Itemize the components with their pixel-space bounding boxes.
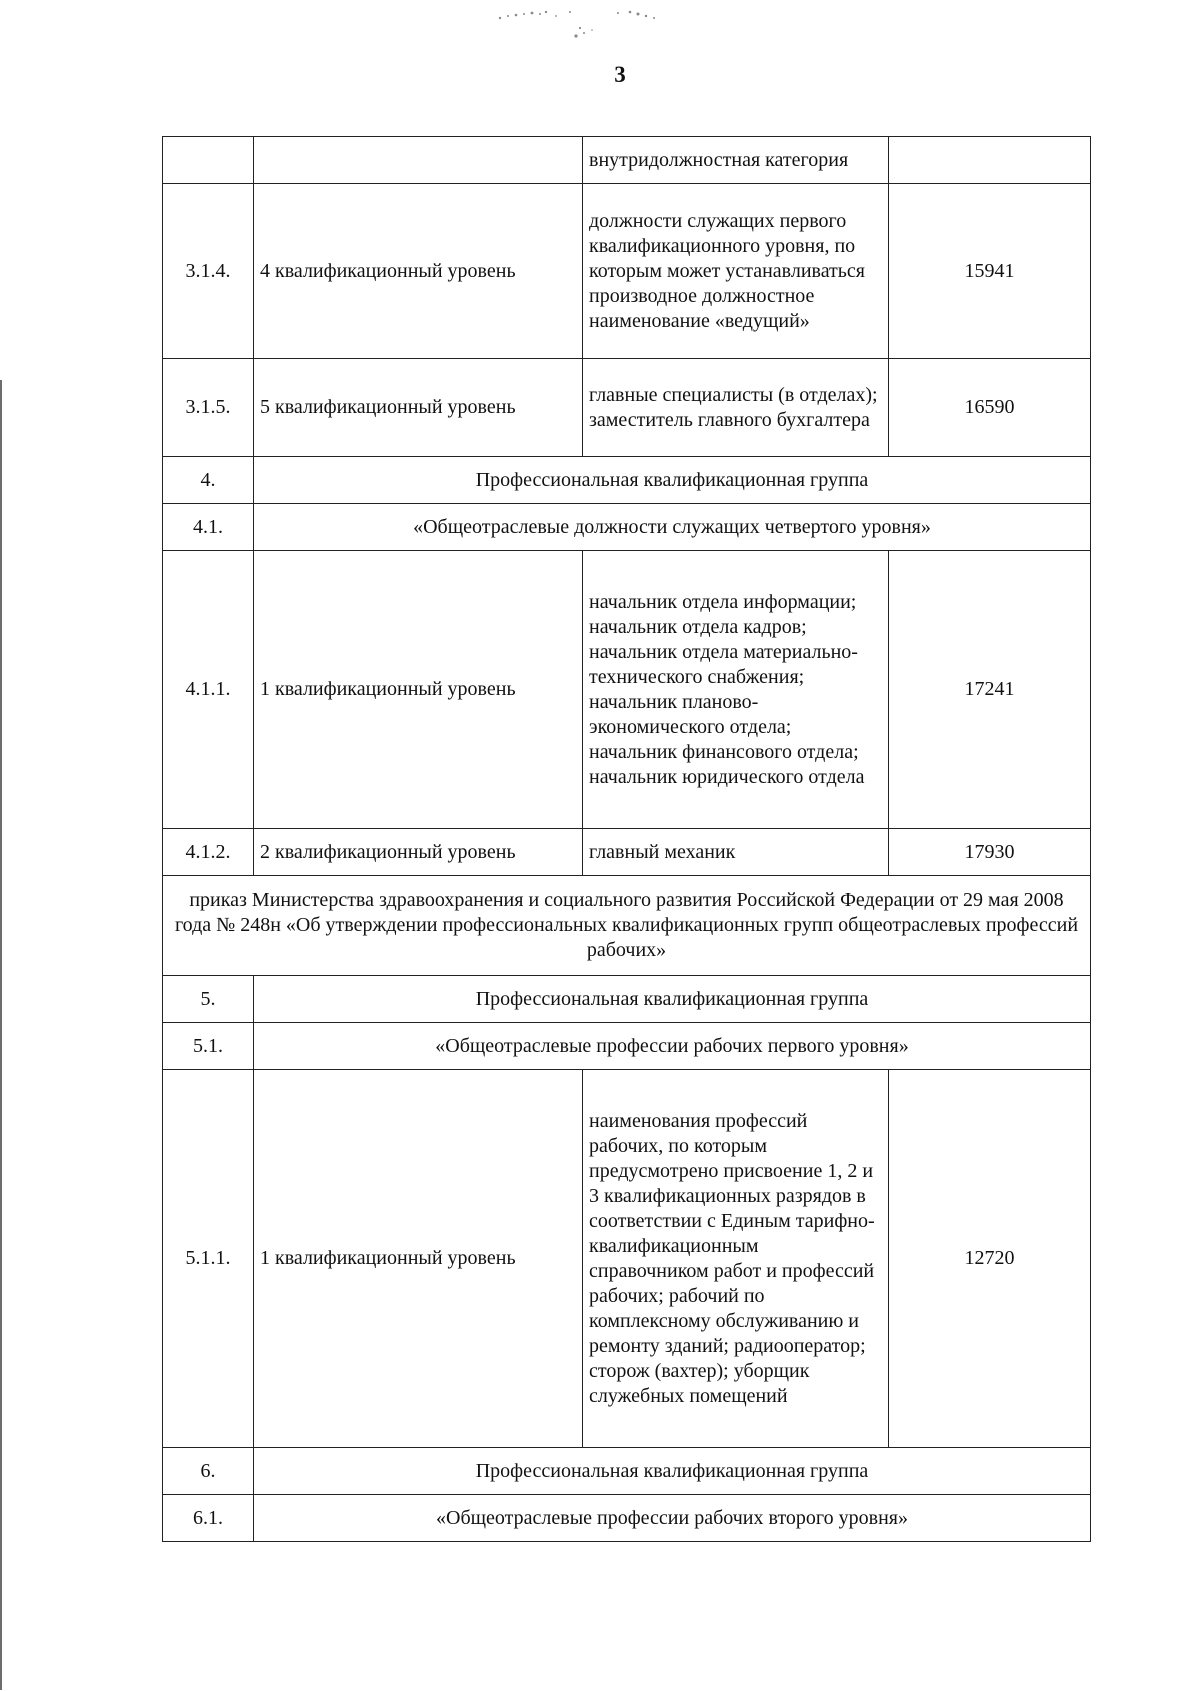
- row-number: 5.1.1.: [163, 1070, 254, 1448]
- row-number: 3.1.5.: [163, 359, 254, 457]
- legal-basis-text: приказ Министерства здравоохранения и социального развития Российской Федерации от 29 мая 2008 года № 248н «Об утверждении профессиональных квалификационных групп общеотраслевых профессий рабочих»: [163, 876, 1091, 976]
- salary-value: 17930: [889, 829, 1091, 876]
- position-description: начальник отдела информации; начальник отдела кадров; начальник отдела материально-технического снабжения; начальник планово-экономического отдела; начальник финансового отдела; начальник юридического отдела: [583, 551, 889, 829]
- group-number: 4.1.: [163, 504, 254, 551]
- salary-value: 12720: [889, 1070, 1091, 1448]
- row-number: [163, 137, 254, 184]
- table-row: [163, 551, 1091, 829]
- page-number: 3: [614, 62, 626, 87]
- position-description: наименования профессий рабочих, по которым предусмотрено присвоение 1, 2 и 3 квалификационных разрядов в соответствии с Единым тарифно-квалификационным справочником работ и профессий рабочих; рабочий по комплексному обслуживанию и ремонту зданий; радиооператор; сторож (вахтер); уборщик служебных помещений: [583, 1070, 889, 1448]
- group-title: Профессиональная квалификационная группа: [254, 976, 1091, 1023]
- group-header-row: [163, 1448, 1091, 1495]
- group-header-row: [163, 457, 1091, 504]
- legal-basis-row: [163, 876, 1091, 976]
- table-row: [163, 359, 1091, 457]
- level-name: 1 квалификационный уровень: [254, 1070, 583, 1448]
- salary-value: 16590: [889, 359, 1091, 457]
- row-number: 3.1.4.: [163, 184, 254, 359]
- group-title: «Общеотраслевые должности служащих четвертого уровня»: [254, 504, 1091, 551]
- table-row: [163, 184, 1091, 359]
- salary-value: [889, 137, 1091, 184]
- group-title: Профессиональная квалификационная группа: [254, 1448, 1091, 1495]
- position-description: главный механик: [583, 829, 889, 876]
- row-number: 4.1.2.: [163, 829, 254, 876]
- group-number: 6.: [163, 1448, 254, 1495]
- qualification-table: [162, 136, 1091, 1542]
- level-name: 1 квалификационный уровень: [254, 551, 583, 829]
- group-title: Профессиональная квалификационная группа: [254, 457, 1091, 504]
- position-description: главные специалисты (в отделах); заместитель главного бухгалтера: [583, 359, 889, 457]
- level-name: 4 квалификационный уровень: [254, 184, 583, 359]
- group-header-row: [163, 1495, 1091, 1542]
- position-description: должности служащих первого квалификационного уровня, по которым может устанавливаться производное должностное наименование «ведущий»: [583, 184, 889, 359]
- salary-value: 17241: [889, 551, 1091, 829]
- row-number: 4.1.1.: [163, 551, 254, 829]
- level-name: 2 квалификационный уровень: [254, 829, 583, 876]
- group-header-row: [163, 976, 1091, 1023]
- scan-edge-line: [0, 380, 2, 1690]
- table-row: [163, 829, 1091, 876]
- group-number: 5.1.: [163, 1023, 254, 1070]
- group-number: 4.: [163, 457, 254, 504]
- level-name: 5 квалификационный уровень: [254, 359, 583, 457]
- group-number: 5.: [163, 976, 254, 1023]
- group-title: «Общеотраслевые профессии рабочих второго уровня»: [254, 1495, 1091, 1542]
- group-number: 6.1.: [163, 1495, 254, 1542]
- level-name: [254, 137, 583, 184]
- scan-noise: [460, 0, 760, 60]
- table-row: [163, 1070, 1091, 1448]
- group-header-row: [163, 504, 1091, 551]
- salary-value: 15941: [889, 184, 1091, 359]
- table-row: [163, 137, 1091, 184]
- group-header-row: [163, 1023, 1091, 1070]
- position-description: внутридолжностная категория: [583, 137, 889, 184]
- group-title: «Общеотраслевые профессии рабочих первого уровня»: [254, 1023, 1091, 1070]
